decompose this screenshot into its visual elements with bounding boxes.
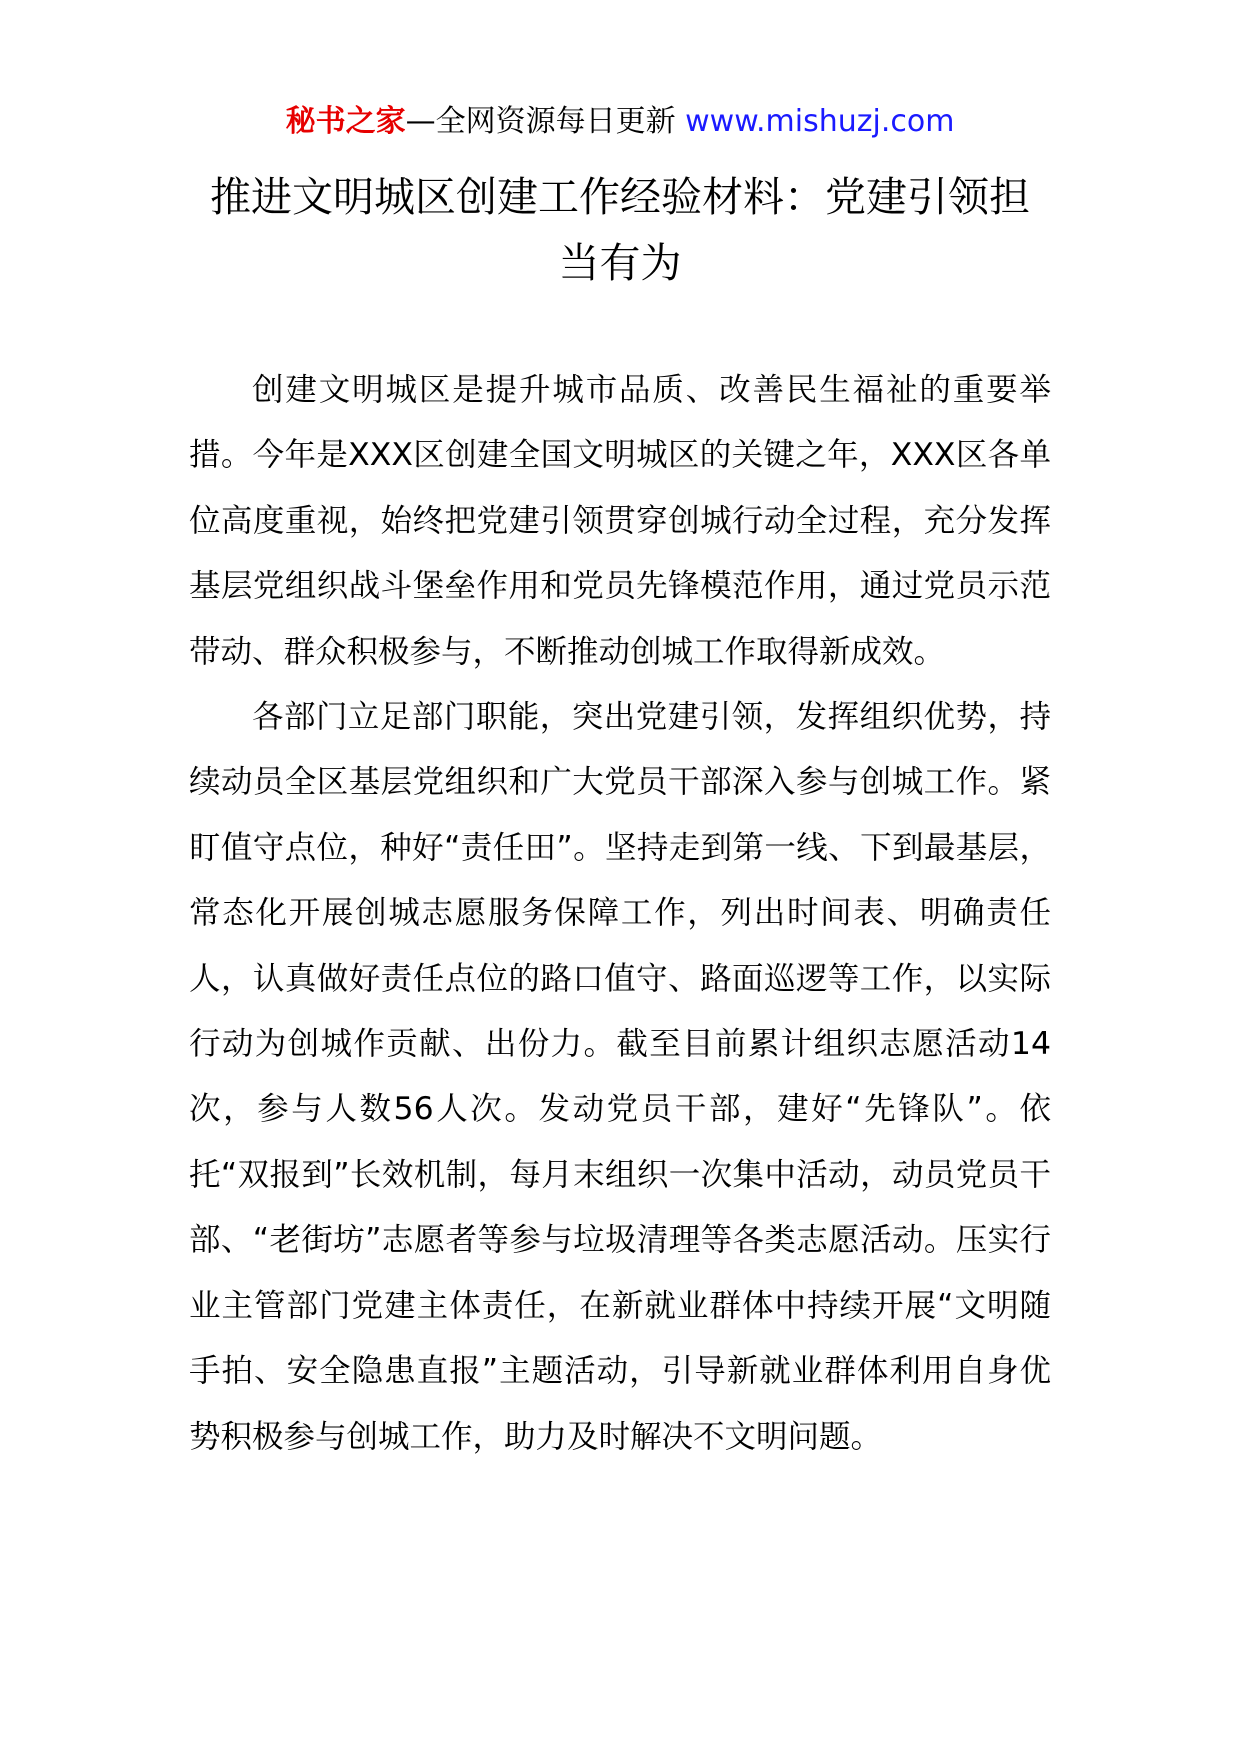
header-brand: 秘书之家: [285, 104, 406, 139]
paragraph: 创建文明城区是提升城市品质、改善民生福祉的重要举措。今年是XXX区创建全国文明城区的关键之年，XXX区各单位高度重视，始终把党建引领贯穿创城行动全过程，充分发挥基层党组织战斗堡垒作用和党员先锋模范作用，通过党员示范带动、群众积极参与，不断推动创城工作取得新成效。: [189, 372, 1051, 670]
document-title: 推进文明城区创建工作经验材料：党建引领担当有为: [210, 173, 1030, 287]
site-header: [0, 100, 1240, 144]
document-body: [189, 358, 1051, 1470]
header-url-link[interactable]: www.mishuzj.com: [685, 104, 955, 139]
paragraph: 各部门立足部门职能，突出党建引领，发挥组织优势，持续动员全区基层党组织和广大党员干部深入参与创城工作。紧盯值守点位，种好“责任田”。坚持走到第一线、下到最基层，常态化开展创城志愿服务保障工作，列出时间表、明确责任人，认真做好责任点位的路口值守、路面巡逻等工作，以实际行动为创城作贡献、出份力。截至目前累计组织志愿活动14次，参与人数56人次。发动党员干部，建好“先锋队”。依托“双报到”长效机制，每月末组织一次集中活动，动员党员干部、“老街坊”志愿者等参与垃圾清理等各类志愿活动。压实行业主管部门党建主体责任，在新就业群体中持续开展“文明随手拍、安全隐患直报”主题活动，引导新就业群体利用自身优势积极参与创城工作，助力及时解决不文明问题。: [189, 699, 1051, 1455]
header-slogan: —全网资源每日更新: [405, 104, 676, 139]
